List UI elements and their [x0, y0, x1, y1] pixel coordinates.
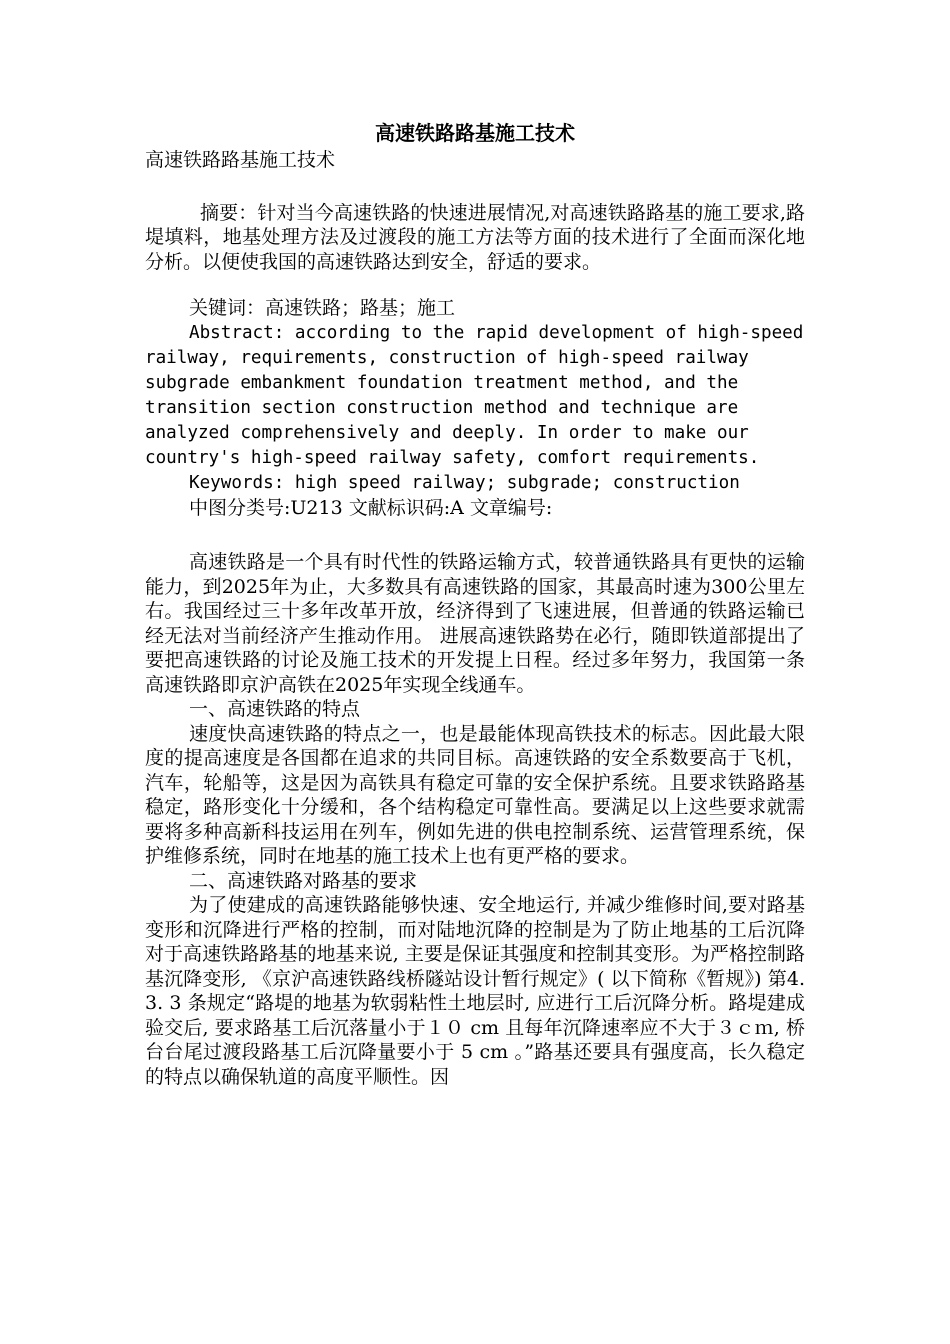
document-page	[145, 118, 805, 1089]
abstract-en: Abstract: according to the rapid development of high-speed railway, requirements, construction of high-speed railway subgrade embankment foundation treatment method, and the transition section construction method and technique are analyzed comprehensively and deeply. In order to make our country's high-speed railway safety, comfort requirements.	[145, 322, 804, 468]
document-subtitle: 高速铁路路基施工技术	[145, 149, 336, 171]
section-2-heading: 二、高速铁路对路基的要求	[189, 869, 418, 892]
keywords-en: Keywords: high speed railway; subgrade; construction	[189, 472, 740, 493]
spacer	[145, 173, 805, 201]
section-2-body: 为了使建成的高速铁路能够快速、安全地运行, 并减少维修时间,要对路基变形和沉降进行严格的控制，而对陆地沉降的控制是为了防止地基的工后沉降对于高速铁路路基的地基来说, 主要是保证其强度和控制其变形。为严格控制路基沉降变形, 《京沪高速铁路线桥隧站设计暂行规定》( 以下简称《暂规》) 第4. 3. 3 条规定“路堤的地基为软弱粘性土地层时, 应进行工后沉降分析。路堤建成验交后, 要求路基工后沉落量小于１０ cm 且每年沉降速率应不大于３ｃｍ, 桥台台尾过渡段路基工后沉降量要小于 5 cm 。”路基还要具有强度高，长久稳定的特点以确保轨道的高度平顺性。因	[145, 894, 805, 1088]
keywords-cn: 关键词：高速铁路；路基；施工	[189, 297, 456, 319]
section-1-body: 速度快高速铁路的特点之一，也是最能体现高铁技术的标志。因此最大限度的提高速度是各国都在追求的共同目标。高速铁路的安全系数要高于飞机，汽车，轮船等，这是因为高铁具有稳定可靠的安全保护系统。且要求铁路路基稳定，路形变化十分缓和，各个结构稳定可靠性高。要满足以上这些要求就需要将多种高新科技运用在列车，例如先进的供电控制系统、运营管理系统，保护维修系统，同时在地基的施工技术上也有更严格的要求。	[145, 722, 805, 867]
classification-line: 中图分类号:U213 文献标识码:A 文章编号:	[189, 496, 553, 519]
section-1-heading: 一、高速铁路的特点	[189, 698, 361, 720]
spacer	[145, 274, 805, 296]
intro-paragraph: 高速铁路是一个具有时代性的铁路运输方式，较普通铁路具有更快的运输能力，到2025年为止，大多数具有高速铁路的国家，其最高时速为300公里左右。我国经过三十多年改革开放，经济得到了飞速进展，但普通的铁路运输已经无法对当前经济产生推动作用。 进展高速铁路势在必行，随即铁道部提出了要把高速铁路的讨论及施工技术的开发提上日程。经过多年努力，我国第一条高速铁路即京沪高铁在2025年实现全线通车。	[145, 551, 805, 696]
abstract-cn: 摘要：针对当今高速铁路的快速进展情况,对高速铁路路基的施工要求,路堤填料，地基处理方法及过渡段的施工方法等方面的技术进行了全面而深化地分析。以便使我国的高速铁路达到安全，舒适的要求。	[145, 201, 805, 273]
document-title: 高速铁路路基施工技术	[375, 121, 575, 145]
spacer	[145, 520, 805, 550]
